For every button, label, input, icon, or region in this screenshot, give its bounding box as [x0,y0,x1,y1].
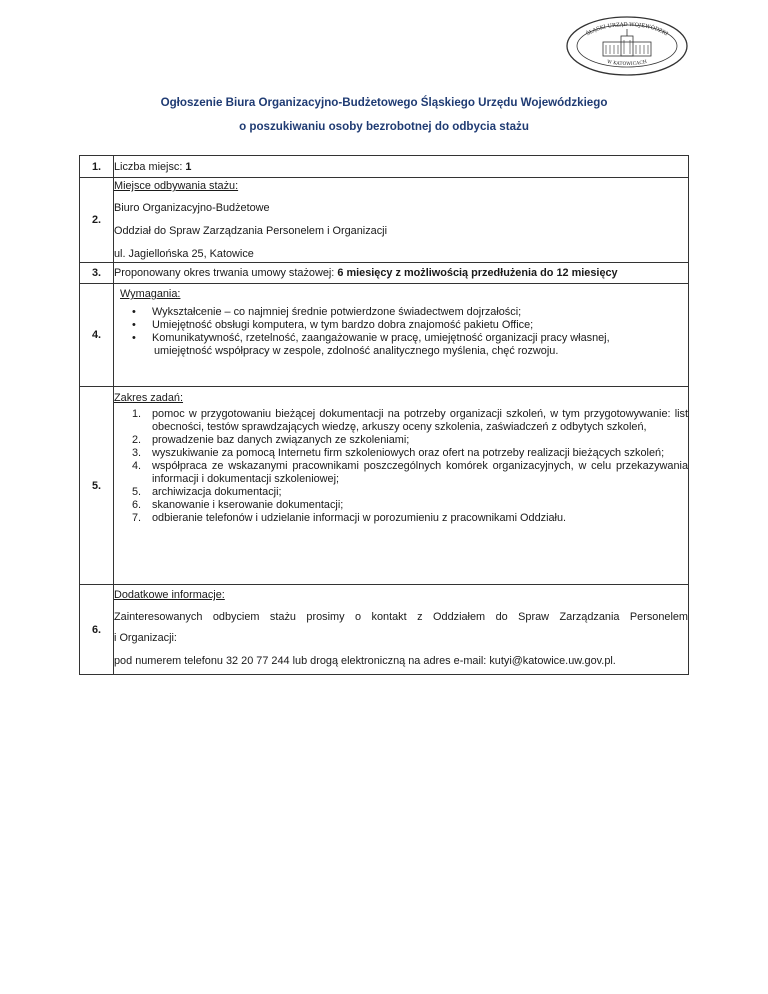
additional-info-line-1: Zainteresowanych odbyciem stażu prosimy o kontakt z Oddziałem do Spraw Zarządzania Personelem [114,611,688,623]
row-number: 3. [80,263,114,284]
row-number: 2. [80,178,114,263]
contact-details: pod numerem telefonu 32 20 77 244 lub drogą elektroniczną na adres e-mail: kutyi@katowice.uw.gov.pl. [114,655,616,667]
row-places [80,156,689,178]
location-address: ul. Jagiellońska 25, Katowice [114,248,254,260]
period-label: Proponowany okres trwania umowy stażowej: [114,267,338,279]
row-number: 5. [80,387,114,585]
row-number: 6. [80,585,114,675]
row-location [80,178,689,263]
tasks-heading: Zakres zadań: [114,392,184,404]
places-value: 1 [185,160,192,173]
list-item: 7. odbieranie telefonów i udzielanie informacji w porozumieniu z pracownikami Oddziału. [132,512,567,524]
additional-info-heading: Dodatkowe informacje: [114,589,225,601]
row-number: 1. [80,156,114,178]
period-value: 6 miesięcy z możliwością przedłużenia do 12 miesięcy [337,267,618,279]
requirements-heading: Wymagania: [120,288,181,300]
seal-bottom-text: W KATOWICACH [606,59,648,68]
announcement-title: Ogłoszenie Biura Organizacyjno-Budżetowego Śląskiego Urzędu Wojewódzkiego [160,96,608,109]
location-line-1: Biuro Organizacyjno-Budżetowe [114,202,270,214]
tasks-list [114,408,688,525]
list-item: • Wykształcenie – co najmniej średnie potwierdzone świadectwem dojrzałości; [152,306,688,319]
additional-info-line-2: i Organizacji: [114,632,177,644]
row-number: 4. [80,284,114,387]
list-item: 6. skanowanie i kserowanie dokumentacji; [132,499,344,511]
requirements-list [114,306,688,358]
location-line-2: Oddział do Spraw Zarządzania Personelem i Organizacji [114,225,387,237]
office-seal-logo [566,16,688,76]
row-additional-info [80,585,689,675]
list-item: • Umiejętność obsługi komputera, w tym bardzo dobra znajomość pakietu Office; [152,319,688,332]
list-item: • Komunikatywność, rzetelność, zaangażowanie w pracę, umiejętność organizacji pracy własnej, umiejętność współpracy w zespole, zdolność analitycznego myślenia, chęć rozwoju. [152,332,688,358]
announcement-table [79,155,689,675]
row-requirements [80,284,689,387]
places-label: Liczba miejsc: [114,160,186,173]
list-item: 4. współpraca ze wskazanymi pracownikami poszczególnych komórek organizacyjnych, w celu przekazywania informacji i dokumentacji szkoleniowej; [132,460,688,485]
list-item: 5. archiwizacja dokumentacji; [132,486,282,498]
seal-top-text: ŚLĄSKI URZĄD WOJEWÓDZKI [585,21,669,38]
list-item: 3. wyszukiwanie za pomocą Internetu firm szkoleniowych oraz ofert na potrzeby realizacji bieżących szkoleń; [132,447,665,459]
list-item: 1. pomoc w przygotowaniu bieżącej dokumentacji na potrzeby organizacji szkoleń, w tym przygotowywanie: list obecności, testów sprawdzających wiedzę, arkuszy oceny szkolenia, zaświadczeń z odbytych szkoleń, [132,408,688,433]
location-heading: Miejsce odbywania stażu: [114,180,239,192]
svg-text:W KATOWICACH [606,59,647,67]
row-tasks [80,387,689,585]
announcement-subtitle: o poszukiwaniu osoby bezrobotnej do odbycia stażu [239,120,529,133]
svg-text:ŚLĄSKI URZĄD WOJEWÓDZKI [584,22,668,37]
row-period [80,263,689,284]
list-item: 2. prowadzenie baz danych związanych ze szkoleniami; [132,434,410,446]
